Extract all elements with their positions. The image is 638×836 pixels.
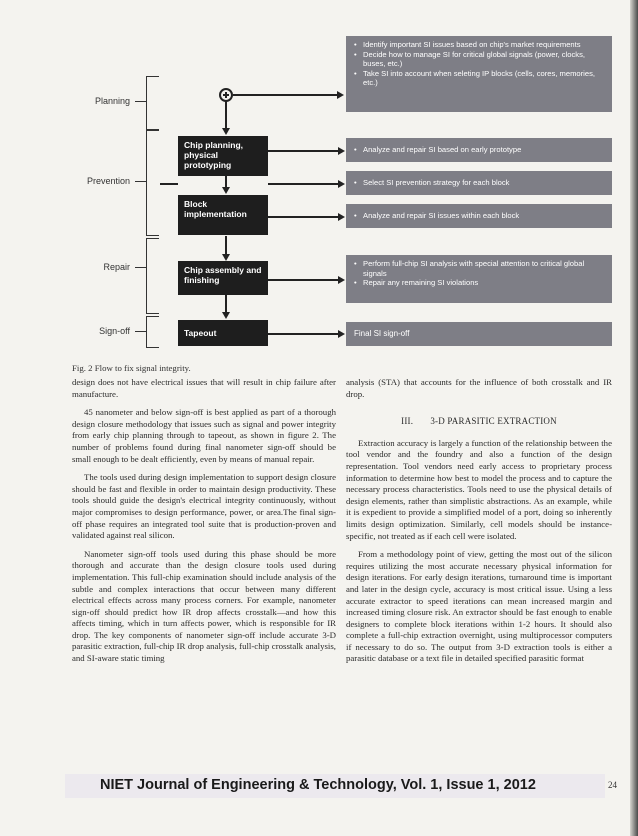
flow-arrow-4 (222, 312, 230, 319)
right-paragraph-2: From a methodology point of view, getting the most out of the silicon requires utilizing the most accurate necessary physical information for design iterations. For early design iterations, turnaround time is important and later in the design cycle, accuracy is most critical issue. Using a less accurate extractor to speed iterations can mean increased margin and increased timing closure risk. An extractor should be fast enough to enable designers to complete block iterations within 1-2 hours. It should also complete a full-chip extraction overnight, using multiprocessor computers if necessary to do so. The output from 3-D extraction tools is either a parasitic database or a text file in detailed specified parasitic format (346, 549, 612, 664)
flow-box-chip-assembly: Chip assembly and finishing (178, 261, 268, 295)
arrow-head-prevention (338, 180, 345, 188)
note-prevention-1: • Select SI prevention strategy for each block (354, 178, 604, 188)
left-paragraph-4: Nanometer sign-off tools used during this phase should be more thorough and accurate than the design closure tools used during implementation. This full-chip examination should include analysis of the subtle and complex interactions that occur between many different electrical effects across many process corners. For example, nanometer sign-off should predict how IR drop affects crosstalk—and how this affects timing, which in turn affects power, which is responsible for IR drop. The key components of nanometer sign-off include accurate 3-D parasitic extraction, full-chip IR drop analysis, full-chip crosstalk analysis, and SI-aware static timing (72, 548, 336, 664)
figure-caption: Fig. 2 Flow to fix signal integrity. (72, 363, 191, 373)
arrow-line-signoff (268, 333, 338, 335)
note-box-planning (346, 36, 612, 112)
section-number: III. (401, 416, 414, 427)
note-signoff: Final SI sign-off (354, 329, 410, 338)
flow-box-tapeout: Tapeout (178, 320, 268, 346)
arrow-head-chip-planning (338, 147, 345, 155)
arrow-head-block (338, 213, 345, 221)
page-edge-shadow (630, 0, 638, 836)
journal-footer: NIET Journal of Engineering & Technology, Vol. 1, Issue 1, 2012 (100, 777, 536, 793)
stage-label-planning: Planning (94, 96, 130, 106)
flow-arrow-3 (222, 254, 230, 261)
note-box-prevention (346, 171, 612, 195)
stage-label-repair: Repair (103, 262, 130, 272)
arrow-line-chip-planning (268, 150, 338, 152)
arrow-line-prevention (160, 183, 178, 185)
planning-arrow (337, 91, 344, 99)
bracket-repair (146, 238, 159, 314)
note-planning-1: • Identify important SI issues based on chip's market requirements (354, 40, 604, 50)
flow-arrow-1 (222, 128, 230, 135)
flow-box-chip-planning: Chip planning, physical prototyping (178, 136, 268, 176)
note-box-chip-planning (346, 138, 612, 162)
section-heading (346, 416, 612, 428)
right-column (346, 377, 612, 672)
page-number: 24 (608, 780, 617, 790)
flow-arrow-2 (222, 187, 230, 194)
bracket-prevention (146, 130, 159, 236)
note-chip-planning-1: • Analyze and repair SI based on early prototype (354, 145, 604, 155)
planning-connector (233, 94, 337, 96)
left-paragraph-3: The tools used during design implementation to support design closure should be fast and flexible in order to maintain design productivity. These tools should guide the design's electrical integrity continuously, without major compromises to design performance, power, or area.The final sign-off phase requires an integrated tool suite that is production-proven and validated against real silicon. (72, 472, 336, 541)
arrow-line-block (268, 216, 338, 218)
stage-label-signoff: Sign-off (99, 326, 130, 336)
arrow-line-assembly (268, 279, 338, 281)
arrow-head-assembly (338, 276, 345, 284)
note-block-1: • Analyze and repair SI issues within each block (354, 211, 604, 221)
note-box-signoff (346, 322, 612, 346)
section-title: 3-D PARASITIC EXTRACTION (430, 416, 557, 427)
note-planning-3: • Take SI into account when seleting IP blocks (cells, cores, memories, etc.) (354, 69, 604, 88)
note-assembly-2: • Repair any remaining SI violations (354, 278, 604, 288)
note-box-block (346, 204, 612, 228)
note-box-assembly (346, 255, 612, 303)
left-column (72, 377, 336, 672)
note-assembly-1: • Perform full-chip SI analysis with special attention to critical global signals (354, 259, 604, 278)
arrow-line-prevention-right (268, 183, 338, 185)
merge-circle-icon (219, 88, 233, 102)
left-paragraph-1: design does not have electrical issues that will result in chip failure after manufacture. (72, 377, 336, 399)
right-intro: analysis (STA) that accounts for the influence of both crosstalk and IR drop. (346, 377, 612, 399)
right-paragraph-1: Extraction accuracy is largely a function of the relationship between the tool vendor and the foundry and also a function of the design representation. Tool vendors need early access to proprietary process information to determine how best to model the process and to capture the necessary process characteristics. Tools need to use the physical details of design elements, rather than simplistic abstractions. As an example, while it is expedient to provide a simplified model of a port, doing so inherently limits design optimization. Similarly, cell models should be instance-specific, not treated as if each cell were isolated. (346, 437, 612, 541)
bracket-planning (146, 76, 159, 130)
flow-box-block-implementation: Block implementation (178, 195, 268, 235)
arrow-head-signoff (338, 330, 345, 338)
note-planning-2: • Decide how to manage SI for critical global signals (power, clocks, buses, etc.) (354, 50, 604, 69)
bracket-signoff (146, 316, 159, 348)
left-paragraph-2: 45 nanometer and below sign-off is best applied as part of a thorough design closure methodology that issues such as signal and power integrity from early chip planning through to tapeout, as shown in figure 2. The number of problems found during final nanometer sign-off should be small enough to be dealt efficiently, even by means of manual repair. (72, 407, 336, 464)
stage-label-prevention: Prevention (86, 176, 130, 186)
